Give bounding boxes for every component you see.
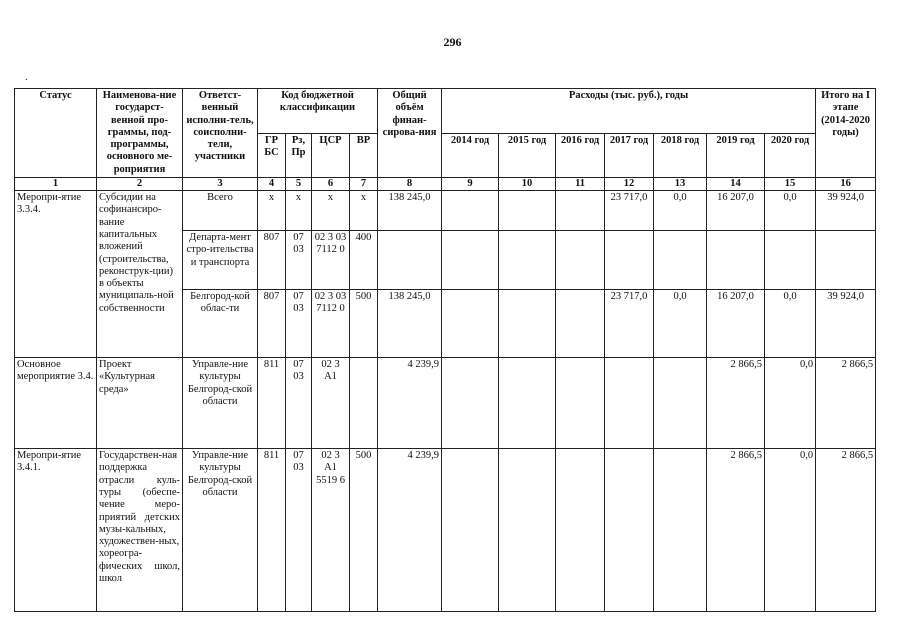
row-csr: х [312, 191, 350, 231]
row-2020: 0,0 [765, 449, 816, 612]
row-rz: 07 03 [286, 290, 312, 358]
row-2020: 0,0 [765, 290, 816, 358]
col-number: 14 [707, 178, 765, 191]
row-2016 [556, 449, 605, 612]
row-2019 [707, 231, 765, 290]
row-status: Меропри-ятие 3.4.1. [15, 449, 97, 612]
header-expenses: Расходы (тыс. руб.), годы [442, 89, 816, 134]
row-stage-total [816, 231, 876, 290]
row-responsible: Управле-ние культуры Белгород-ской области [183, 358, 258, 449]
margin-mark: . [25, 72, 28, 83]
header-year-2015: 2015 год [499, 133, 556, 178]
col-number: 8 [378, 178, 442, 191]
row-vr: 500 [350, 449, 378, 612]
row-rz: х [286, 191, 312, 231]
row-2015 [499, 231, 556, 290]
header-total-volume: Общий объём финан-сирова-ния [378, 89, 442, 178]
row-grbs: 807 [258, 231, 286, 290]
row-2014 [442, 358, 499, 449]
col-number: 3 [183, 178, 258, 191]
col-number: 6 [312, 178, 350, 191]
table-row [15, 449, 876, 612]
row-csr: 02 3 03 7112 0 [312, 231, 350, 290]
row-2015 [499, 449, 556, 612]
table-row [15, 191, 876, 231]
row-2016 [556, 191, 605, 231]
row-name: Проект «Культурная среда» [97, 358, 183, 449]
header-year-2020: 2020 год [765, 133, 816, 178]
row-status: Основное мероприятие 3.4. [15, 358, 97, 449]
row-2014 [442, 191, 499, 231]
row-grbs: 807 [258, 290, 286, 358]
row-2015 [499, 191, 556, 231]
row-total: 138 245,0 [378, 191, 442, 231]
row-2015 [499, 358, 556, 449]
row-responsible: Всего [183, 191, 258, 231]
row-2018 [654, 449, 707, 612]
row-2017 [605, 358, 654, 449]
row-total: 4 239,9 [378, 358, 442, 449]
col-number: 2 [97, 178, 183, 191]
row-2018: 0,0 [654, 290, 707, 358]
col-number: 9 [442, 178, 499, 191]
col-number: 4 [258, 178, 286, 191]
row-csr: 02 3 03 7112 0 [312, 290, 350, 358]
header-budget-code: Код бюджетной классификации [258, 89, 378, 134]
row-grbs: 811 [258, 358, 286, 449]
row-vr: 400 [350, 231, 378, 290]
col-number: 13 [654, 178, 707, 191]
row-grbs: х [258, 191, 286, 231]
col-number: 5 [286, 178, 312, 191]
row-stage-total: 2 866,5 [816, 449, 876, 612]
row-2014 [442, 231, 499, 290]
row-stage-total: 39 924,0 [816, 191, 876, 231]
row-responsible: Управле-ние культуры Белгород-ской области [183, 449, 258, 612]
row-2020 [765, 231, 816, 290]
header-year-2018: 2018 год [654, 133, 707, 178]
row-total: 138 245,0 [378, 290, 442, 358]
row-total: 4 239,9 [378, 449, 442, 612]
col-number: 15 [765, 178, 816, 191]
row-2018 [654, 358, 707, 449]
col-number: 7 [350, 178, 378, 191]
row-2019: 16 207,0 [707, 290, 765, 358]
header-status: Статус [15, 89, 97, 178]
page-number: 296 [443, 35, 462, 49]
column-number-row [15, 178, 876, 191]
header-year-2014: 2014 год [442, 133, 499, 178]
row-2019: 16 207,0 [707, 191, 765, 231]
row-csr: 02 3 А1 [312, 358, 350, 449]
row-responsible: Департа-мент стро-ительства и транспорта [183, 231, 258, 290]
row-2016 [556, 290, 605, 358]
row-2016 [556, 231, 605, 290]
row-2017 [605, 449, 654, 612]
row-csr: 02 3 А1 5519 6 [312, 449, 350, 612]
col-number: 11 [556, 178, 605, 191]
header-csr: ЦСР [312, 133, 350, 178]
header-grbs: ГР БС [258, 133, 286, 178]
header-year-2019: 2019 год [707, 133, 765, 178]
row-status: Меропри-ятие 3.3.4. [15, 191, 97, 358]
row-2017 [605, 231, 654, 290]
col-number: 1 [15, 178, 97, 191]
header-year-2017: 2017 год [605, 133, 654, 178]
row-total [378, 231, 442, 290]
row-2019: 2 866,5 [707, 449, 765, 612]
row-rz: 07 03 [286, 358, 312, 449]
row-responsible: Белгород-кой облас-ти [183, 290, 258, 358]
header-name: Наименова-ние государст-венной про-граммы, под-программы, основного ме-роприятия [97, 89, 183, 178]
header-year-2016: 2016 год [556, 133, 605, 178]
row-2018 [654, 231, 707, 290]
col-number: 10 [499, 178, 556, 191]
row-vr: 500 [350, 290, 378, 358]
table-row [15, 358, 876, 449]
header-total-stage: Итого на I этапе (2014-2020 годы) [816, 89, 876, 178]
row-vr [350, 358, 378, 449]
row-rz: 07 03 [286, 449, 312, 612]
row-stage-total: 39 924,0 [816, 290, 876, 358]
row-2018: 0,0 [654, 191, 707, 231]
row-grbs: 811 [258, 449, 286, 612]
row-stage-total: 2 866,5 [816, 358, 876, 449]
row-2016 [556, 358, 605, 449]
row-2015 [499, 290, 556, 358]
row-2017: 23 717,0 [605, 290, 654, 358]
header-responsible: Ответст-венный исполни-тель, соисполни-тели, участники [183, 89, 258, 178]
expenses-table [14, 88, 876, 612]
col-number: 12 [605, 178, 654, 191]
row-vr: х [350, 191, 378, 231]
row-name: Субсидии на софинансиро-вание капитальных вложений (строительства, реконструк-ции) в объекты муниципаль-ной собственности [97, 191, 183, 358]
row-2020: 0,0 [765, 191, 816, 231]
row-2019: 2 866,5 [707, 358, 765, 449]
row-2017: 23 717,0 [605, 191, 654, 231]
header-rz: Рз, Пр [286, 133, 312, 178]
row-rz: 07 03 [286, 231, 312, 290]
col-number: 16 [816, 178, 876, 191]
row-2014 [442, 290, 499, 358]
row-name: Государствен-ная поддержка отрасли куль-туры (обеспе-чение меро-приятий детских музы-кальных, художествен-ных, хореогра-фических школ, школ [97, 449, 183, 612]
row-2014 [442, 449, 499, 612]
header-vr: ВР [350, 133, 378, 178]
row-2020: 0,0 [765, 358, 816, 449]
